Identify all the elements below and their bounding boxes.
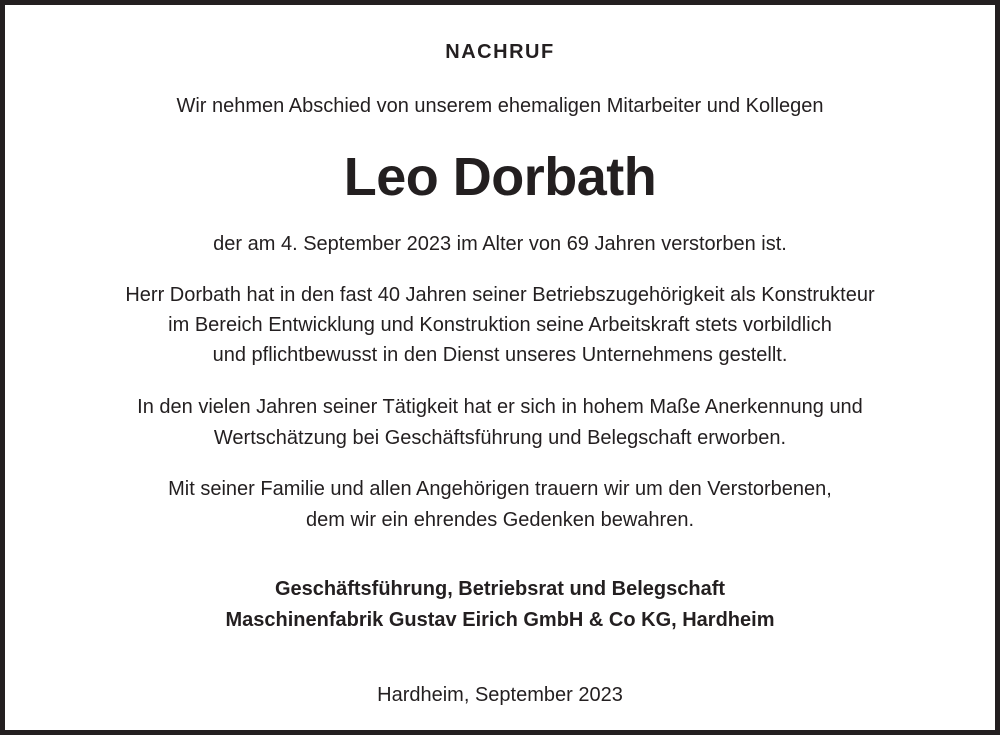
paragraph-line: Wertschätzung bei Geschäftsführung und Belegschaft erworben. — [213, 427, 787, 449]
paragraph-line: Herr Dorbath hat in den fast 40 Jahren seiner Betriebszugehörigkeit als Konstrukteur — [125, 284, 875, 306]
paragraph-line: im Bereich Entwicklung und Konstruktion seine Arbeitskraft stets vorbildlich — [168, 314, 832, 336]
company-line: Maschinenfabrik Gustav Eirich GmbH & Co KG, Hardheim — [225, 609, 775, 631]
signature-line: Geschäftsführung, Betriebsrat und Belegschaft — [274, 578, 726, 600]
notice-heading: NACHRUF — [445, 41, 555, 63]
place-date: Hardheim, September 2023 — [377, 684, 623, 706]
intro-line: Wir nehmen Abschied von unserem ehemaligen Mitarbeiter und Kollegen — [176, 95, 824, 117]
paragraph-line: dem wir ein ehrendes Gedenken bewahren. — [305, 509, 695, 531]
deceased-name: Leo Dorbath — [343, 147, 657, 207]
paragraph-line: Mit seiner Familie und allen Angehörigen trauern wir um den Verstorbenen, — [168, 478, 832, 500]
paragraph-line: und pflichtbewusst in den Dienst unseres Unternehmens gestellt. — [212, 344, 788, 366]
death-date-line: der am 4. September 2023 im Alter von 69 Jahren verstorben ist. — [213, 233, 787, 255]
paragraph-line: In den vielen Jahren seiner Tätigkeit hat er sich in hohem Maße Anerkennung und — [137, 396, 863, 418]
